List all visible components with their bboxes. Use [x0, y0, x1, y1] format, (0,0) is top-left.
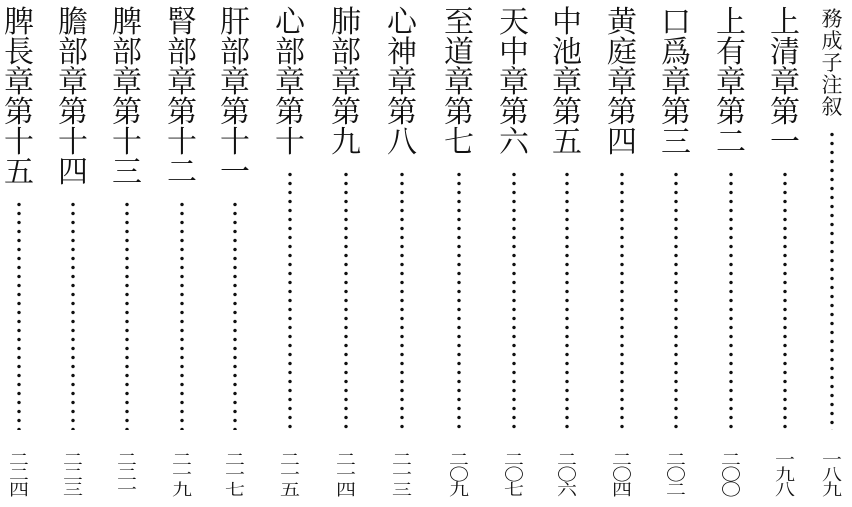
entry-title: 脾 部 章 第 十 三	[112, 5, 142, 190]
entry-title: 務 成 子 注 叙	[821, 7, 843, 119]
entry-page-number: 一 九 八	[774, 450, 796, 499]
dot-leader	[620, 170, 624, 430]
entry-page-number: 一 八 九	[821, 450, 843, 499]
toc-entry[interactable]	[156, 0, 208, 507]
entry-page-number: 二 〇 二	[665, 450, 687, 499]
dot-leader	[288, 170, 292, 430]
dot-leader	[125, 200, 129, 430]
entry-page-number: 二 一 五	[279, 450, 301, 499]
dot-leader	[180, 200, 184, 430]
toc-entry[interactable]	[806, 0, 852, 507]
dot-leader	[512, 170, 516, 430]
dot-leader	[830, 130, 834, 430]
dot-leader	[233, 200, 237, 430]
dot-leader	[729, 170, 733, 430]
entry-page-number: 二 二 四	[8, 450, 30, 499]
entry-title: 上 有 章 第 二	[716, 5, 746, 160]
dot-leader	[17, 200, 21, 430]
entry-title: 腎 部 章 第 十 二	[167, 5, 197, 190]
entry-title: 膽 部 章 第 十 四	[58, 5, 88, 190]
entry-page-number: 二 一 四	[335, 450, 357, 499]
dot-leader	[674, 170, 678, 430]
entry-page-number: 二 二 一	[116, 450, 138, 499]
entry-title: 肺 部 章 第 九	[331, 5, 361, 160]
toc-entry[interactable]	[320, 0, 372, 507]
entry-page-number: 二 〇 六	[556, 450, 578, 499]
dot-leader	[71, 200, 75, 430]
toc-entry[interactable]	[376, 0, 428, 507]
toc-entry[interactable]	[650, 0, 702, 507]
toc-entry[interactable]	[47, 0, 99, 507]
entry-title: 心 神 章 第 八	[387, 5, 417, 160]
dot-leader	[457, 170, 461, 430]
entry-page-number: 二 〇 九	[448, 450, 470, 499]
entry-title: 口 爲 章 第 三	[661, 5, 691, 160]
entry-title: 肝 部 章 第 十 一	[220, 5, 250, 190]
toc-entry[interactable]	[433, 0, 485, 507]
entry-page-number: 二 〇 〇	[720, 450, 742, 499]
toc-entry[interactable]	[596, 0, 648, 507]
entry-title: 天 中 章 第 六	[499, 5, 529, 160]
entry-title: 至 道 章 第 七	[444, 5, 474, 160]
entry-page-number: 二 〇 七	[503, 450, 525, 499]
entry-page-number: 二 一 九	[171, 450, 193, 499]
entry-title: 脾 長 章 第 十 五	[4, 5, 34, 190]
dot-leader	[565, 170, 569, 430]
toc-entry[interactable]	[488, 0, 540, 507]
entry-page-number: 二 二 三	[62, 450, 84, 499]
entry-title: 心 部 章 第 十	[275, 5, 305, 160]
dot-leader	[400, 170, 404, 430]
toc-entry[interactable]	[759, 0, 811, 507]
entry-title: 中 池 章 第 五	[552, 5, 582, 160]
toc-entry[interactable]	[541, 0, 593, 507]
dot-leader	[783, 170, 787, 430]
toc-entry[interactable]	[209, 0, 261, 507]
dot-leader	[344, 170, 348, 430]
toc-entry[interactable]	[0, 0, 45, 507]
toc-entry[interactable]	[101, 0, 153, 507]
entry-page-number: 二 一 七	[224, 450, 246, 499]
toc-entry[interactable]	[705, 0, 757, 507]
toc-entry[interactable]	[264, 0, 316, 507]
entry-page-number: 二 〇 四	[611, 450, 633, 499]
entry-title: 黄 庭 章 第 四	[607, 5, 637, 160]
entry-page-number: 二 一 三	[391, 450, 413, 499]
entry-title: 上 清 章 第 一	[770, 5, 800, 160]
